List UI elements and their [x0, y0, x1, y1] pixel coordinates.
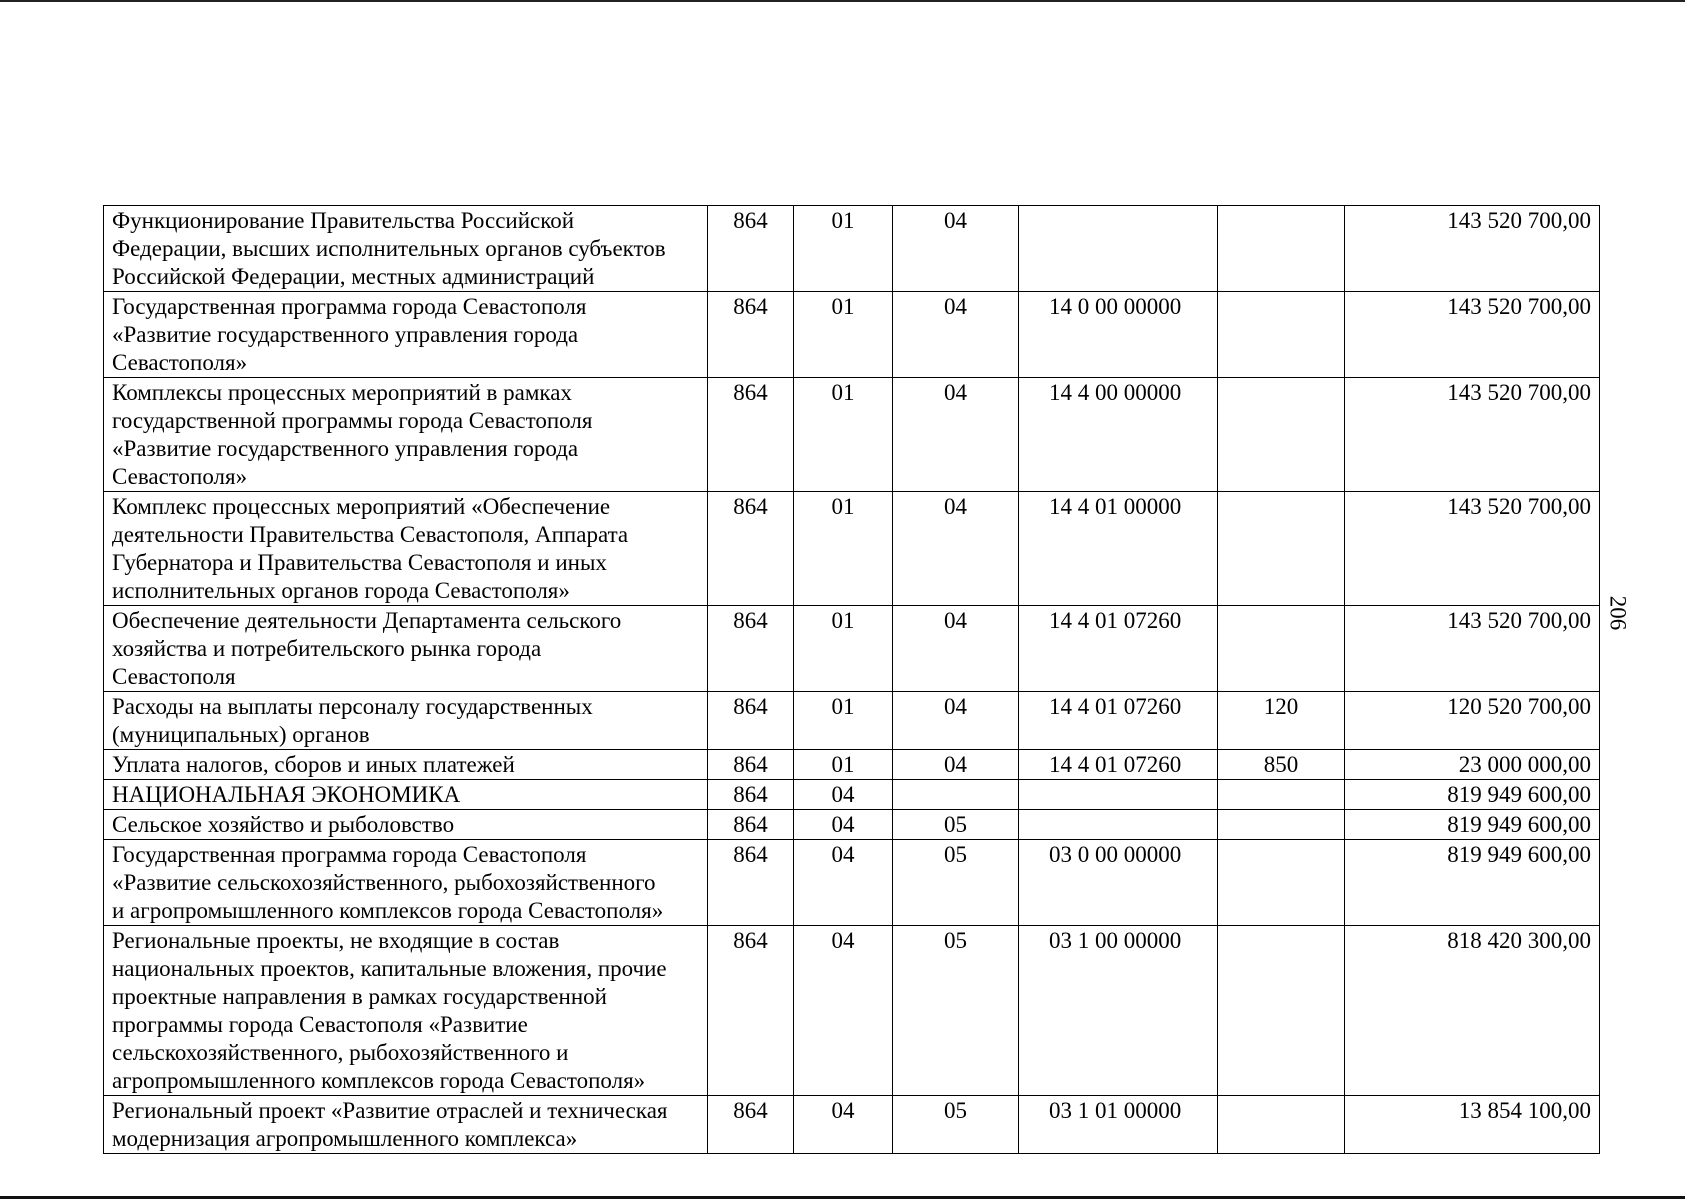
row-name-cell — [104, 840, 708, 926]
row-section: 04 — [794, 810, 893, 840]
row-name: Государственная программа города Севастополя «Развитие государственного управления города Севастополя» — [112, 294, 587, 375]
table-row — [104, 492, 1600, 606]
row-amount: 13 854 100,00 — [1345, 1096, 1600, 1154]
row-name-cell — [104, 606, 708, 692]
row-name: Сельское хозяйство и рыболовство — [112, 812, 455, 837]
row-subsection: 05 — [893, 1096, 1019, 1154]
row-subsection: 05 — [893, 926, 1019, 1096]
row-name: Региональный проект «Развитие отраслей и техническая модернизация агропромышленного комплекса» — [112, 1098, 668, 1151]
row-ved: 864 — [708, 606, 794, 692]
row-target-article: 14 4 01 00000 — [1019, 492, 1218, 606]
row-section: 01 — [794, 206, 893, 292]
row-section: 01 — [794, 606, 893, 692]
row-amount: 143 520 700,00 — [1345, 292, 1600, 378]
row-subsection: 04 — [893, 692, 1019, 750]
row-expense-type — [1218, 926, 1345, 1096]
row-ved: 864 — [708, 1096, 794, 1154]
row-subsection: 04 — [893, 206, 1019, 292]
row-subsection: 05 — [893, 840, 1019, 926]
row-name-cell — [104, 1096, 708, 1154]
row-subsection: 04 — [893, 606, 1019, 692]
table-row — [104, 750, 1600, 780]
row-subsection: 04 — [893, 378, 1019, 492]
row-name-cell — [104, 492, 708, 606]
row-amount: 143 520 700,00 — [1345, 606, 1600, 692]
row-expense-type — [1218, 378, 1345, 492]
row-name: Комплекс процессных мероприятий «Обеспечение деятельности Правительства Севастополя, Аппарата Губернатора и Правительства Севастополя и иных исполнительных органов города Севастополя» — [112, 494, 629, 603]
row-amount: 818 420 300,00 — [1345, 926, 1600, 1096]
row-name: Региональные проекты, не входящие в состав национальных проектов, капитальные вложения, прочие проектные направления в рамках государственной программы города Севастополя «Развитие сельскохозяйственного, рыбохозяйственного и агропромышленного комплексов города Севастополя» — [112, 928, 667, 1093]
table-row — [104, 926, 1600, 1096]
row-section: 01 — [794, 492, 893, 606]
row-name-cell — [104, 292, 708, 378]
table-row — [104, 1096, 1600, 1154]
row-section: 04 — [794, 840, 893, 926]
row-amount: 819 949 600,00 — [1345, 810, 1600, 840]
table-row — [104, 840, 1600, 926]
row-ved: 864 — [708, 492, 794, 606]
row-expense-type — [1218, 206, 1345, 292]
table-row — [104, 206, 1600, 292]
row-name: Расходы на выплаты персоналу государственных (муниципальных) органов — [112, 694, 593, 747]
table-row — [104, 692, 1600, 750]
row-name: Комплексы процессных мероприятий в рамках государственной программы города Севастополя «Развитие государственного управления города Севастополя» — [112, 380, 593, 489]
row-target-article — [1019, 810, 1218, 840]
table-row — [104, 780, 1600, 810]
page-bottom-border — [0, 1196, 1685, 1199]
row-target-article — [1019, 780, 1218, 810]
table-row — [104, 292, 1600, 378]
row-target-article: 14 4 00 00000 — [1019, 378, 1218, 492]
row-ved: 864 — [708, 780, 794, 810]
row-name: Уплата налогов, сборов и иных платежей — [112, 752, 515, 777]
row-subsection: 04 — [893, 492, 1019, 606]
row-target-article — [1019, 206, 1218, 292]
row-name-cell — [104, 926, 708, 1096]
row-ved: 864 — [708, 692, 794, 750]
row-expense-type — [1218, 492, 1345, 606]
page-top-border — [0, 0, 1685, 2]
row-amount: 120 520 700,00 — [1345, 692, 1600, 750]
row-expense-type — [1218, 840, 1345, 926]
row-section: 01 — [794, 378, 893, 492]
row-amount: 819 949 600,00 — [1345, 840, 1600, 926]
row-section: 04 — [794, 1096, 893, 1154]
row-section: 01 — [794, 292, 893, 378]
row-ved: 864 — [708, 926, 794, 1096]
row-name-cell — [104, 378, 708, 492]
row-target-article: 03 1 01 00000 — [1019, 1096, 1218, 1154]
row-name-cell — [104, 206, 708, 292]
row-name: НАЦИОНАЛЬНАЯ ЭКОНОМИКА — [112, 782, 461, 807]
row-subsection: 04 — [893, 292, 1019, 378]
row-ved: 864 — [708, 750, 794, 780]
row-section: 04 — [794, 780, 893, 810]
row-subsection — [893, 780, 1019, 810]
row-ved: 864 — [708, 378, 794, 492]
row-amount: 23 000 000,00 — [1345, 750, 1600, 780]
row-target-article: 03 0 00 00000 — [1019, 840, 1218, 926]
row-subsection: 04 — [893, 750, 1019, 780]
row-target-article: 14 4 01 07260 — [1019, 606, 1218, 692]
row-amount: 143 520 700,00 — [1345, 492, 1600, 606]
row-name-cell — [104, 750, 708, 780]
row-amount: 143 520 700,00 — [1345, 206, 1600, 292]
row-amount: 143 520 700,00 — [1345, 378, 1600, 492]
table-row — [104, 810, 1600, 840]
row-ved: 864 — [708, 840, 794, 926]
row-target-article: 14 4 01 07260 — [1019, 692, 1218, 750]
row-expense-type: 850 — [1218, 750, 1345, 780]
row-target-article: 14 4 01 07260 — [1019, 750, 1218, 780]
budget-table — [103, 205, 1600, 1154]
row-expense-type — [1218, 606, 1345, 692]
row-amount: 819 949 600,00 — [1345, 780, 1600, 810]
row-section: 01 — [794, 750, 893, 780]
row-expense-type: 120 — [1218, 692, 1345, 750]
row-name-cell — [104, 780, 708, 810]
row-name: Государственная программа города Севастополя «Развитие сельскохозяйственного, рыбохозяйственного и агропромышленного комплексов города Севастополя» — [112, 842, 664, 923]
row-ved: 864 — [708, 810, 794, 840]
row-name: Обеспечение деятельности Департамента сельского хозяйства и потребительского рынка города Севастополя — [112, 608, 622, 689]
row-name-cell — [104, 692, 708, 750]
table-row — [104, 606, 1600, 692]
table-row — [104, 378, 1600, 492]
row-expense-type — [1218, 1096, 1345, 1154]
budget-table-body — [104, 206, 1600, 1154]
row-expense-type — [1218, 292, 1345, 378]
row-target-article: 14 0 00 00000 — [1019, 292, 1218, 378]
page-number: 206 — [1605, 595, 1631, 631]
row-expense-type — [1218, 780, 1345, 810]
row-ved: 864 — [708, 292, 794, 378]
row-section: 01 — [794, 692, 893, 750]
row-section: 04 — [794, 926, 893, 1096]
row-expense-type — [1218, 810, 1345, 840]
row-ved: 864 — [708, 206, 794, 292]
row-name: Функционирование Правительства Российской Федерации, высших исполнительных органов субъектов Российской Федерации, местных администраций — [112, 208, 666, 289]
row-target-article: 03 1 00 00000 — [1019, 926, 1218, 1096]
row-name-cell — [104, 810, 708, 840]
row-subsection: 05 — [893, 810, 1019, 840]
